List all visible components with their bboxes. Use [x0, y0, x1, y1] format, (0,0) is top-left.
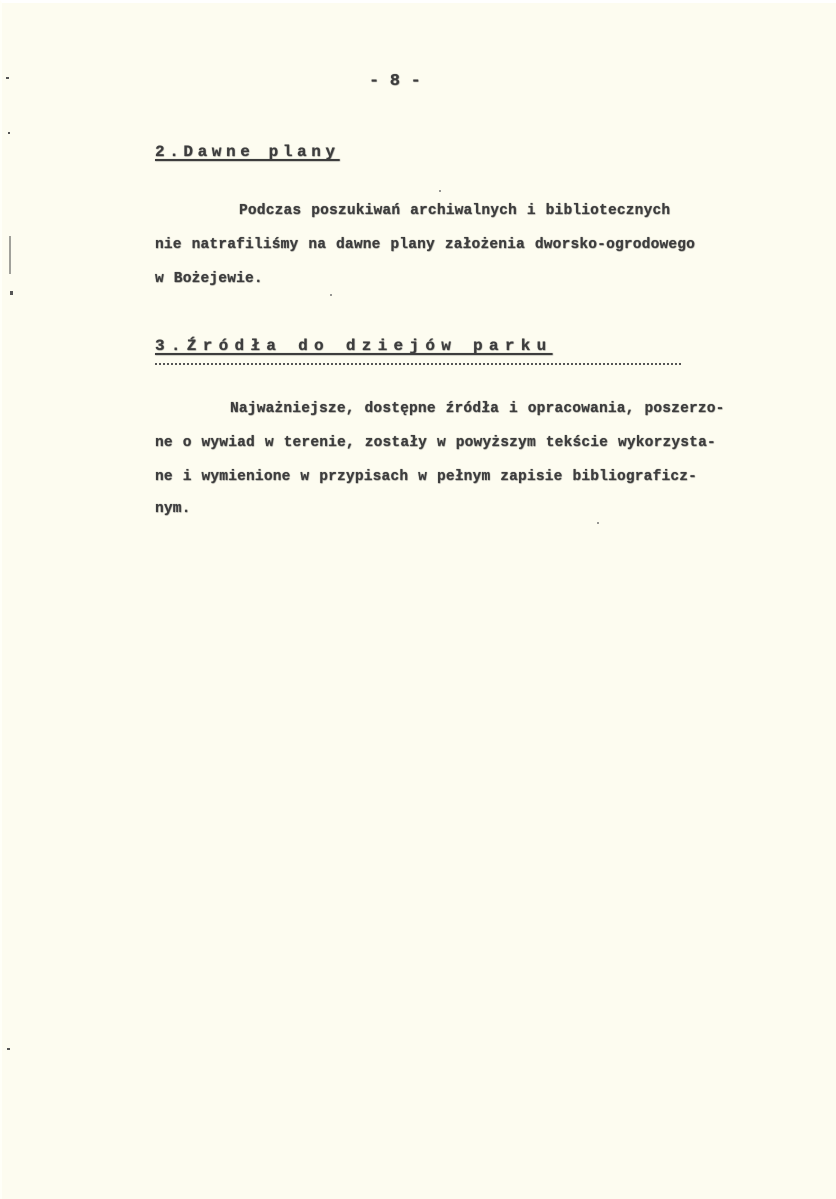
- paper-speck: [597, 522, 599, 524]
- margin-mark: [10, 291, 13, 295]
- margin-mark: [9, 236, 11, 274]
- paper-speck: [330, 294, 332, 296]
- page-number: - 8 -: [369, 72, 422, 91]
- margin-mark: [8, 132, 10, 134]
- heading-underline-rule: [155, 363, 681, 365]
- paragraph-line: Najważniejsze, dostępne źródła i opracowania, poszerzo-: [230, 401, 725, 417]
- paragraph-line: nie natrafiliśmy na dawne plany założenia dworsko-ogrodowego: [155, 237, 696, 253]
- margin-mark: [6, 77, 9, 79]
- section-heading-old-plans: 2.Dawne plany: [155, 143, 340, 161]
- paragraph-line: Podczas poszukiwań archiwalnych i bibliotecznych: [239, 203, 671, 219]
- paper-speck: [439, 190, 441, 192]
- paragraph-line: w Bożejewie.: [155, 271, 263, 287]
- paragraph-line: nym.: [155, 501, 191, 517]
- paragraph-line: ne o wywiad w terenie, zostały w powyższym tekście wykorzysta-: [155, 435, 716, 451]
- paragraph-line: ne i wymienione w przypisach w pełnym zapisie bibliograficz-: [155, 469, 698, 485]
- margin-mark: [7, 1048, 10, 1050]
- section-heading-park-history-sources: 3.Źródła do dziejów parku: [155, 337, 553, 355]
